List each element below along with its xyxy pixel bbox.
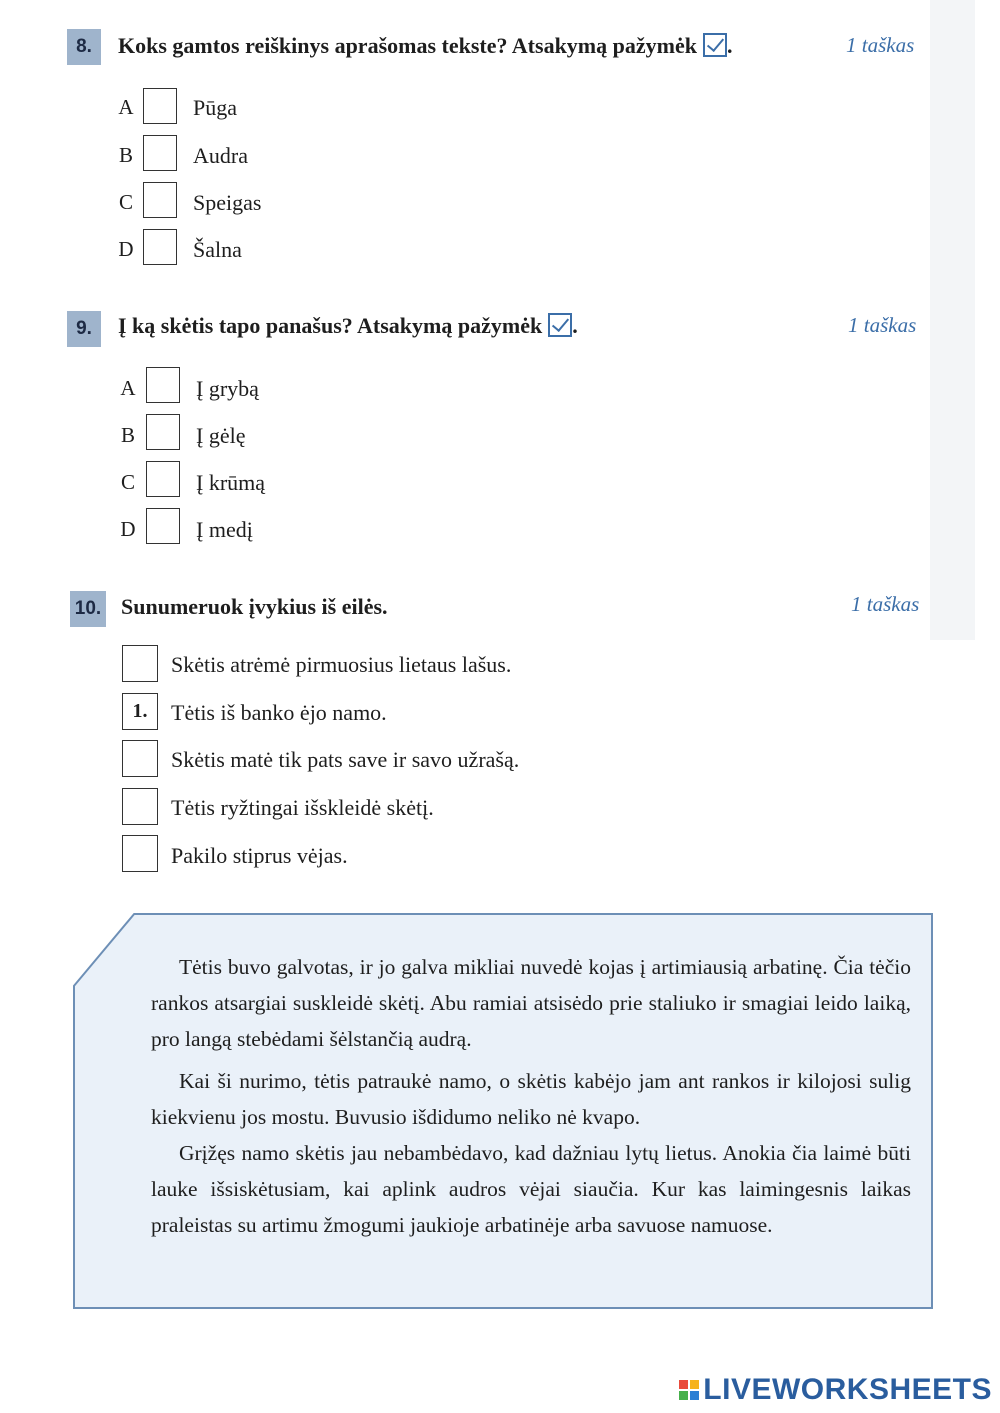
q8-option-b-checkbox[interactable] — [143, 135, 177, 171]
option-letter: D — [118, 237, 134, 261]
question-8-prompt-text: Koks gamtos reiškinys aprašomas tekste? Atsakymą pažymėk — [118, 33, 697, 58]
question-9-points: 1 taškas — [848, 313, 917, 337]
option-letter: B — [120, 423, 135, 447]
question-8-points: 1 taškas — [846, 33, 915, 57]
question-9-prompt-text: Į ką skėtis tapo panašus? Atsakymą pažymėk — [118, 313, 543, 338]
q8-option-d-label: Šalna — [193, 237, 242, 262]
event-1-order-input[interactable] — [122, 645, 158, 682]
question-10-prompt: Sunumeruok įvykius iš eilės. — [121, 594, 388, 619]
event-1-text: Skėtis atrėmė pirmuosius lietaus lašus. — [171, 652, 512, 677]
option-letter: C — [120, 470, 135, 494]
q8-option-a-label: Pūga — [193, 95, 237, 120]
checkbox-mark-icon — [703, 33, 727, 57]
q8-option-c-checkbox[interactable] — [143, 182, 177, 218]
q9-option-a-label: Į grybą — [196, 376, 259, 401]
event-5-text: Pakilo stiprus vėjas. — [171, 843, 348, 868]
q9-option-d-checkbox[interactable] — [146, 508, 180, 544]
question-9-number: 9. — [67, 311, 101, 347]
event-2-text: Tėtis iš banko ėjo namo. — [171, 700, 387, 725]
q8-option-a-checkbox[interactable] — [143, 88, 177, 124]
page-bleed-band — [930, 0, 975, 640]
story-paragraph-3: Grįžęs namo skėtis jau nebambėdavo, kad dažniau lytų lietus. Anokia čia laimė būti lauke išsiskėtusiam, kai aplink audros vėjai siaučia. Kur kas laimingesnis laikas praleistas su artimu žmogumi jaukioje arbatinėje arba savuose namuose. — [151, 1141, 911, 1237]
question-10-number: 10. — [70, 591, 106, 627]
event-3-text: Skėtis matė tik pats save ir savo užrašą. — [171, 747, 520, 772]
q9-option-c-label: Į krūmą — [196, 470, 266, 495]
option-letter: B — [118, 143, 133, 167]
story-text-box — [73, 913, 933, 1309]
event-2-order-input[interactable]: 1. — [122, 693, 158, 730]
event-3-order-input[interactable] — [122, 740, 158, 777]
brand-name: LIVEWORKSHEETS — [703, 1373, 992, 1406]
q9-option-b-label: Į gėlę — [196, 423, 246, 448]
q9-option-b-checkbox[interactable] — [146, 414, 180, 450]
option-letter: D — [120, 517, 136, 541]
checkbox-mark-icon — [548, 313, 572, 337]
q8-option-b-label: Audra — [193, 143, 248, 168]
question-9-prompt — [118, 313, 578, 339]
page-fold-icon — [73, 913, 135, 987]
event-4-text: Tėtis ryžtingai išskleidė skėtį. — [171, 795, 434, 820]
q9-option-c-checkbox[interactable] — [146, 461, 180, 497]
question-8-prompt-end: . — [726, 33, 733, 58]
story-paragraph-1: Tėtis buvo galvotas, ir jo galva mikliai nuvedė kojas į artimiausią arbatinę. Čia tėčio rankos atsargiai suskleidė skėtį. Abu ramiai atsisėdo prie staliuko ir smagiai leido laiką, pro langą stebėdami šėlstančią audrą. — [151, 955, 911, 1051]
liveworksheets-watermark — [679, 1373, 992, 1407]
event-4-order-input[interactable] — [122, 788, 158, 825]
q9-option-a-checkbox[interactable] — [146, 367, 180, 403]
q9-option-d-label: Į medį — [196, 517, 253, 542]
story-paragraph-2: Kai ši nurimo, tėtis patraukė namo, o skėtis kabėjo jam ant rankos ir kilojosi sulig kiekvienu jos mostu. Buvusio išdidumo neliko nė kvapo. — [151, 1069, 911, 1129]
q8-option-c-label: Speigas — [193, 190, 262, 215]
question-8-prompt — [118, 33, 732, 59]
liveworksheets-logo-icon — [679, 1380, 699, 1400]
q8-option-d-checkbox[interactable] — [143, 229, 177, 265]
option-letter: A — [120, 376, 136, 400]
option-letter: C — [118, 190, 133, 214]
event-5-order-input[interactable] — [122, 835, 158, 872]
question-10-points: 1 taškas — [851, 592, 920, 616]
option-letter: A — [118, 95, 134, 119]
question-8-number: 8. — [67, 29, 101, 65]
question-9-prompt-end: . — [572, 313, 578, 338]
